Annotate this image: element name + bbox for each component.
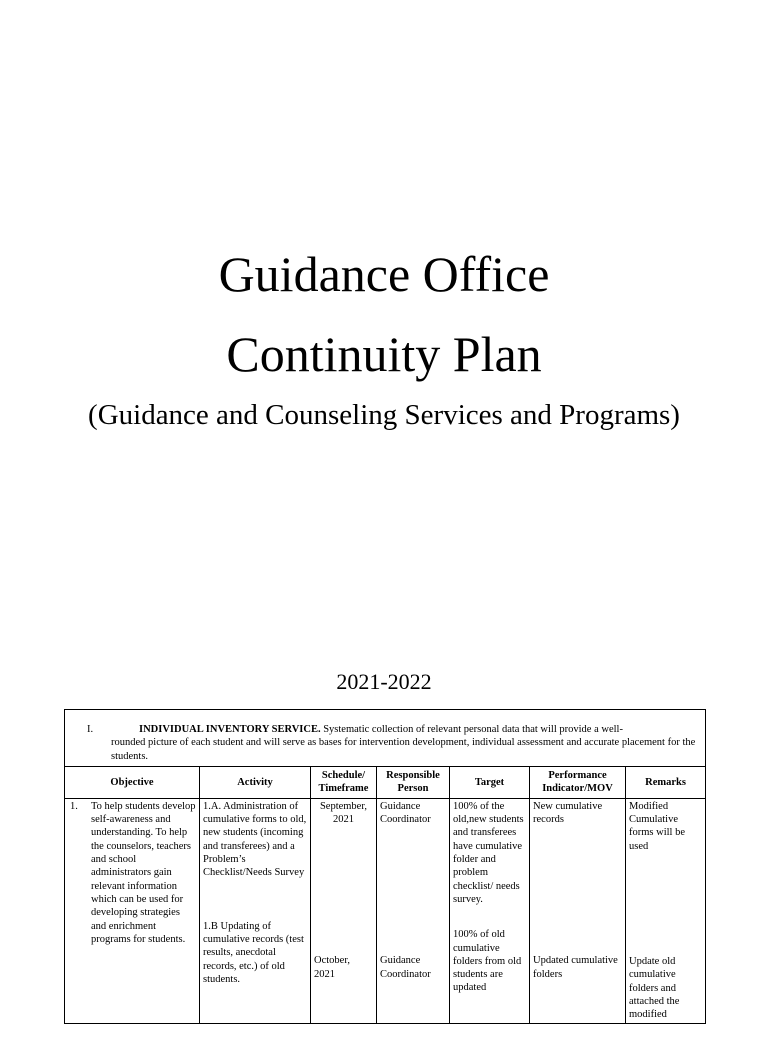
person-cell: [377, 798, 450, 1023]
header-performance-indicator: Performance Indicator/MOV: [530, 766, 626, 798]
section-number: I.: [87, 724, 94, 735]
schedule-1b: October, 2021: [314, 955, 351, 980]
remarks-1b: Update old cumulative folders and attached the modified: [629, 956, 680, 1021]
indicator-1a: New cumulative records: [533, 800, 603, 826]
plan-table: [64, 709, 706, 1024]
target-1a: 100% of the old,new students and transferees have cumulative folder and problem checklist/ needs survey.: [453, 800, 524, 905]
section-description-rest: rounded picture of each student and will serve as bases for intervention development, individual assessment and accurate placement for the students.: [111, 737, 696, 762]
section-row: [65, 710, 706, 767]
document-title-line-2: Continuity Plan: [226, 326, 542, 382]
remarks-1a: Modified Cumulative forms will be used: [629, 800, 685, 852]
header-activity: Activity: [200, 766, 311, 798]
section-cell: [65, 710, 706, 767]
header-target: Target: [450, 766, 530, 798]
activity-1b: 1.B Updating of cumulative records (test results, anecdotal records, etc.) of old students.: [203, 920, 304, 985]
indicator-cell: [530, 798, 626, 1023]
school-year: 2021-2022: [336, 669, 432, 694]
schedule-1a: September, 2021: [319, 800, 368, 826]
header-objective: Objective: [65, 766, 200, 798]
table-header-row: [65, 766, 706, 798]
person-1b: Guidance Coordinator: [380, 955, 431, 980]
activity-cell: [200, 798, 311, 1023]
section-description-line-1: Systematic collection of relevant personal data that will provide a well-: [323, 724, 623, 735]
objective-text: To help students develop self-awareness and understanding. To help the counselors, teachers and school administrators gain relevant information which can be used for developing strategies and enrichment programs for students.: [91, 800, 196, 945]
document-title-line-1: Guidance Office: [218, 246, 550, 302]
header-schedule: Schedule/ Timeframe: [311, 766, 377, 798]
schedule-cell: [311, 798, 377, 1023]
objective-number: 1.: [70, 800, 78, 812]
objective-cell: [65, 798, 200, 1023]
target-cell: [450, 798, 530, 1023]
person-1a: Guidance Coordinator: [380, 800, 431, 826]
activity-1a: 1.A. Administration of cumulative forms to old, new students (incoming and transferees) and a Problem’s Checklist/Needs Survey: [203, 800, 307, 879]
header-responsible-person: Responsible Person: [377, 766, 450, 798]
plan-table-container: [64, 709, 704, 1039]
target-1b: 100% of old cumulative folders from old students are updated: [453, 929, 522, 994]
section-heading: INDIVIDUAL INVENTORY SERVICE.: [139, 724, 321, 735]
header-remarks: Remarks: [626, 766, 706, 798]
remarks-cell: [626, 798, 706, 1023]
document-subtitle: (Guidance and Counseling Services and Programs): [88, 399, 680, 431]
indicator-1b: Updated cumulative folders: [533, 955, 618, 980]
table-row: [65, 798, 706, 1023]
